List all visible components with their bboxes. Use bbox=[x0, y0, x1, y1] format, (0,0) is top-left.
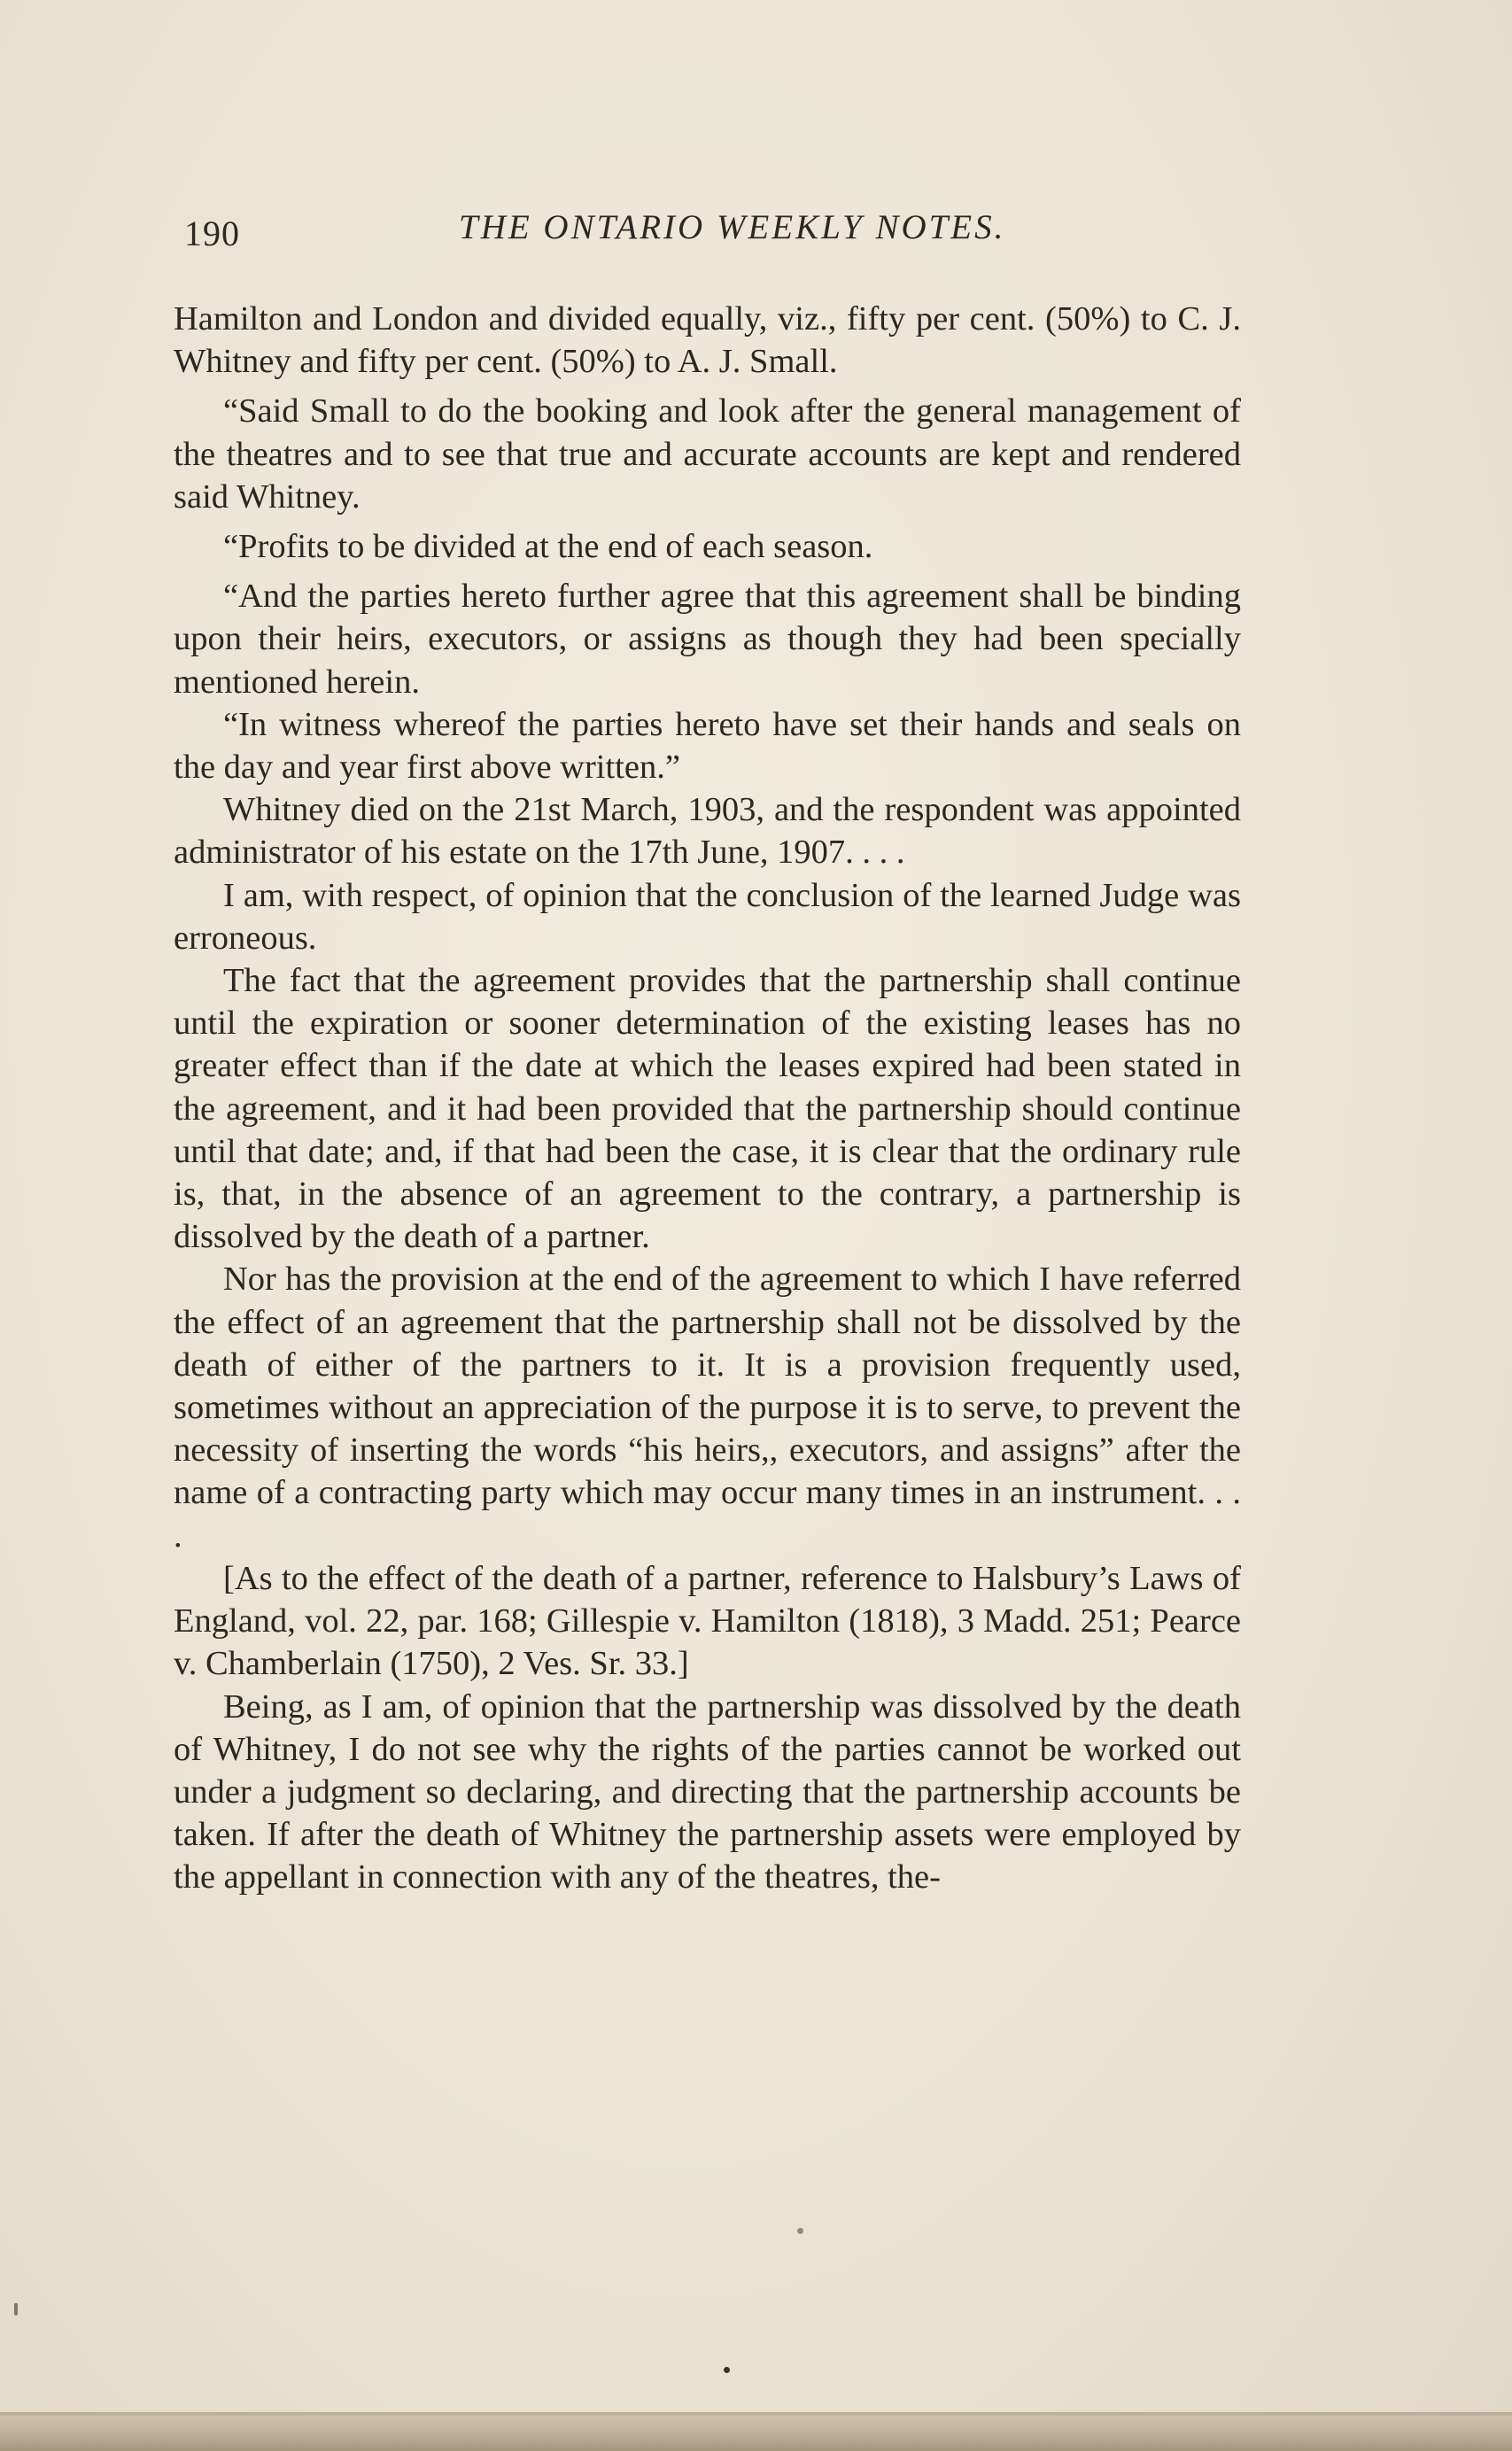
paragraph-10: [As to the effect of the death of a partner, reference to Halsbury’s Laws of England, vol. 22, par. 168; Gillespie v. Hamilton (1818), 3 Madd. 251; Pearce v. Chamberlain (1750), 2 Ves. Sr. 33.] bbox=[174, 1559, 1241, 1683]
paragraph-11: Being, as I am, of opinion that the partnership was dissolved by the death of Whitney, I do not see why the rights of the parties cannot be worked out under a judgment so declaring, and directing that the partnership accounts be taken. If after the death of Whitney the partnership assets were employed by the appellant in connection with any of the theatres, the- bbox=[174, 1687, 1241, 1896]
paragraph-9: Nor has the provision at the end of the agreement to which I have referred the effect of an agreement that the partnership shall not be dissolved by the death of either of the partners to it. It is a provision frequently used, sometimes without an appreciation of the purpose it is to serve, to prevent the necessity of inserting the words “his heirs,, executors, and assigns” after the name of a contracting party which may occur many times in an instrument. . . . bbox=[174, 1260, 1241, 1555]
paragraph-3: “Profits to be divided at the end of each season. bbox=[223, 528, 873, 566]
paragraph-6: Whitney died on the 21st March, 1903, and the respondent was appointed administrator of his estate on the 17th June, 1907. . . . bbox=[174, 791, 1241, 872]
paper-speck bbox=[797, 2228, 803, 2234]
running-head: THE ONTARIO WEEKLY NOTES. bbox=[459, 208, 1006, 246]
paragraph-4: “And the parties hereto further agree that this agreement shall be binding upon their heirs, executors, or assigns as though they had been specially mentioned herein. bbox=[174, 578, 1241, 701]
paragraph-1: Hamilton and London and divided equally, viz., fifty per cent. (50%) to C. J. Whitney and fifty per cent. (50%) to A. J. Small. bbox=[174, 300, 1241, 381]
page-header bbox=[184, 206, 1238, 259]
paragraph-2: “Said Small to do the booking and look after the general management of the theatres and to see that true and accurate accounts are kept and rendered said Whitney. bbox=[174, 392, 1241, 516]
page-bottom-edge bbox=[0, 2416, 1512, 2451]
page-number: 190 bbox=[184, 213, 240, 253]
paper-speck bbox=[14, 2303, 18, 2315]
paper-speck bbox=[724, 2367, 730, 2373]
paragraph-5: “In witness whereof the parties hereto have set their hands and seals on the day and year first above written.” bbox=[174, 705, 1241, 787]
body-text bbox=[174, 298, 1241, 1899]
paragraph-7: I am, with respect, of opinion that the conclusion of the learned Judge was erroneous. bbox=[174, 876, 1241, 957]
paragraph-8: The fact that the agreement provides that the partnership shall continue until the expiration or sooner determination of the existing leases has no greater effect than if the date at which the leases expired had been stated in the agreement, and it had been provided that the partnership should continue until that date; and, if that had been the case, it is clear that the ordinary rule is, that, in the absence of an agreement to the contrary, a partnership is dissolved by the death of a partner. bbox=[174, 962, 1241, 1256]
